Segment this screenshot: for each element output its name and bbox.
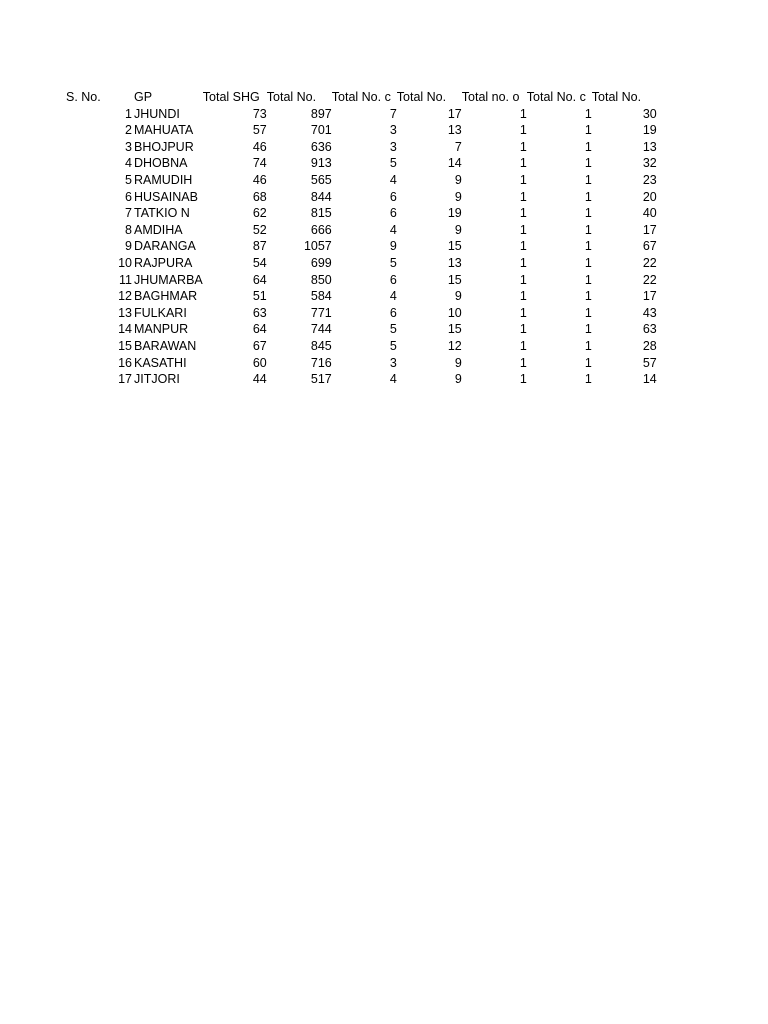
cell-gp: BARAWAN — [134, 338, 197, 353]
cell-s-no: 5 — [125, 172, 132, 187]
cell-total-no-c-1: 5 — [389, 322, 397, 337]
header-total-no-3: Total No. — [591, 90, 642, 104]
table-row — [66, 305, 657, 322]
cell-total-shg: 54 — [252, 255, 267, 270]
cell-total-no-c-2: 1 — [584, 305, 592, 320]
cell-total-no-c-1: 6 — [389, 206, 397, 221]
cell-gp: BHOJPUR — [134, 139, 194, 154]
cell-total-no-c-1: 4 — [389, 172, 397, 187]
cell-total-no-c-1: 7 — [389, 106, 397, 121]
cell-total-no-c-2: 1 — [584, 139, 592, 154]
table-row — [66, 106, 657, 123]
cell-total-shg: 64 — [252, 322, 267, 337]
cell-gp: HUSAINAB — [134, 189, 198, 204]
cell-total-no-2: 9 — [454, 289, 462, 304]
cell-total-shg: 87 — [252, 239, 267, 254]
cell-s-no: 14 — [118, 322, 132, 337]
cell-total-no-3: 28 — [642, 338, 657, 353]
cell-total-no-1: 716 — [310, 355, 332, 370]
cell-total-no-c-1: 4 — [389, 372, 397, 387]
cell-total-no-1: 636 — [310, 139, 332, 154]
header-total-no-1: Total No. — [266, 90, 317, 104]
cell-total-no-c-2: 1 — [584, 338, 592, 353]
cell-total-shg: 57 — [252, 123, 267, 138]
cell-total-no-2: 9 — [454, 372, 462, 387]
cell-total-no-1: 584 — [310, 289, 332, 304]
cell-s-no: 10 — [118, 255, 132, 270]
table-row — [66, 205, 657, 222]
cell-total-no-o: 1 — [519, 355, 527, 370]
cell-gp: FULKARI — [134, 305, 187, 320]
cell-total-no-o: 1 — [519, 123, 527, 138]
cell-s-no: 2 — [125, 123, 132, 138]
cell-s-no: 3 — [125, 139, 132, 154]
cell-total-no-c-2: 1 — [584, 189, 592, 204]
cell-gp: JHUNDI — [134, 106, 180, 121]
cell-total-shg: 44 — [252, 372, 267, 387]
cell-total-no-c-1: 3 — [389, 139, 397, 154]
cell-total-no-c-2: 1 — [584, 206, 592, 221]
cell-total-no-c-1: 5 — [389, 338, 397, 353]
cell-total-no-3: 20 — [642, 189, 657, 204]
table-row — [66, 238, 657, 255]
header-row — [66, 89, 657, 106]
cell-total-no-2: 17 — [447, 106, 462, 121]
cell-total-no-1: 845 — [310, 338, 332, 353]
cell-total-no-2: 15 — [447, 322, 462, 337]
cell-total-no-o: 1 — [519, 206, 527, 221]
cell-total-no-c-2: 1 — [584, 322, 592, 337]
cell-gp: RAJPURA — [134, 255, 193, 270]
cell-s-no: 8 — [125, 222, 132, 237]
cell-gp: MANPUR — [134, 322, 189, 337]
cell-total-no-c-2: 1 — [584, 289, 592, 304]
cell-gp: RAMUDIH — [134, 172, 193, 187]
cell-total-no-2: 12 — [447, 338, 462, 353]
header-total-no-c-1: Total No. c — [331, 90, 391, 104]
cell-total-no-3: 17 — [642, 289, 657, 304]
cell-total-no-c-2: 1 — [584, 123, 592, 138]
cell-total-shg: 63 — [252, 305, 267, 320]
cell-total-no-3: 22 — [642, 272, 657, 287]
cell-total-no-c-1: 5 — [389, 255, 397, 270]
cell-total-no-o: 1 — [519, 255, 527, 270]
cell-total-no-o: 1 — [519, 338, 527, 353]
cell-total-no-1: 701 — [310, 123, 332, 138]
cell-total-no-2: 19 — [447, 206, 462, 221]
cell-s-no: 13 — [118, 305, 132, 320]
cell-total-no-o: 1 — [519, 305, 527, 320]
cell-total-no-2: 10 — [447, 305, 462, 320]
cell-total-no-2: 7 — [454, 139, 462, 154]
cell-s-no: 7 — [125, 206, 132, 221]
cell-total-no-2: 15 — [447, 239, 462, 254]
cell-total-no-c-2: 1 — [584, 272, 592, 287]
cell-s-no: 17 — [118, 372, 132, 387]
cell-total-no-1: 699 — [310, 255, 332, 270]
cell-total-no-o: 1 — [519, 272, 527, 287]
cell-total-no-3: 67 — [642, 239, 657, 254]
cell-total-no-3: 13 — [642, 139, 657, 154]
cell-total-no-o: 1 — [519, 372, 527, 387]
cell-total-no-3: 19 — [642, 123, 657, 138]
cell-total-shg: 73 — [252, 106, 267, 121]
spreadsheet-page — [66, 89, 657, 388]
cell-total-no-c-2: 1 — [584, 355, 592, 370]
cell-s-no: 11 — [119, 272, 132, 287]
cell-total-no-3: 23 — [642, 172, 657, 187]
cell-s-no: 15 — [118, 338, 132, 353]
header-total-shg: Total SHG — [202, 90, 260, 104]
cell-total-no-1: 815 — [310, 206, 332, 221]
cell-gp: DARANGA — [134, 239, 196, 254]
cell-s-no: 4 — [125, 156, 132, 171]
cell-total-no-o: 1 — [519, 139, 527, 154]
table-row — [66, 355, 657, 372]
table-row — [66, 371, 657, 388]
cell-gp: KASATHI — [134, 355, 187, 370]
cell-total-no-3: 32 — [642, 156, 657, 171]
cell-total-no-2: 9 — [454, 172, 462, 187]
cell-total-no-c-1: 5 — [389, 156, 397, 171]
cell-total-no-c-2: 1 — [584, 222, 592, 237]
header-total-no-c-2: Total No. c — [526, 90, 586, 104]
cell-total-no-o: 1 — [519, 156, 527, 171]
cell-gp: JITJORI — [134, 372, 180, 387]
table-row — [66, 189, 657, 206]
cell-total-no-c-2: 1 — [584, 172, 592, 187]
cell-total-shg: 52 — [252, 222, 267, 237]
cell-total-no-o: 1 — [519, 322, 527, 337]
cell-total-shg: 51 — [252, 289, 267, 304]
cell-total-no-c-1: 6 — [389, 189, 397, 204]
cell-total-no-c-1: 3 — [389, 123, 397, 138]
cell-total-no-c-2: 1 — [584, 255, 592, 270]
cell-total-no-3: 63 — [642, 322, 657, 337]
cell-gp: JHUMARBA — [134, 272, 203, 287]
cell-total-no-2: 9 — [454, 222, 462, 237]
cell-gp: AMDIHA — [134, 222, 183, 237]
table-row — [66, 272, 657, 289]
cell-gp: DHOBNA — [134, 156, 188, 171]
table-row — [66, 288, 657, 305]
cell-total-shg: 74 — [252, 156, 267, 171]
cell-total-no-1: 1057 — [303, 239, 332, 254]
cell-total-shg: 60 — [252, 355, 267, 370]
cell-total-no-3: 43 — [642, 305, 657, 320]
cell-total-no-c-2: 1 — [584, 372, 592, 387]
cell-gp: BAGHMAR — [134, 289, 198, 304]
cell-total-no-1: 666 — [310, 222, 332, 237]
cell-total-no-1: 771 — [310, 305, 332, 320]
cell-total-no-2: 13 — [447, 255, 462, 270]
cell-total-no-c-1: 4 — [389, 289, 397, 304]
header-s-no: S. No. — [66, 90, 101, 104]
table-row — [66, 338, 657, 355]
cell-total-no-c-2: 1 — [584, 156, 592, 171]
cell-total-no-o: 1 — [519, 189, 527, 204]
header-gp: GP — [134, 90, 153, 104]
cell-total-no-c-1: 3 — [389, 355, 397, 370]
cell-total-no-3: 40 — [642, 206, 657, 221]
header-total-no-o: Total no. o — [461, 90, 520, 104]
cell-total-no-1: 844 — [310, 189, 332, 204]
table-row — [66, 122, 657, 139]
cell-total-shg: 46 — [252, 139, 267, 154]
table-row — [66, 172, 657, 189]
cell-total-shg: 68 — [252, 189, 267, 204]
cell-total-no-1: 565 — [310, 172, 332, 187]
cell-total-no-o: 1 — [519, 239, 527, 254]
cell-total-no-3: 17 — [642, 222, 657, 237]
cell-total-no-c-1: 6 — [389, 305, 397, 320]
cell-total-shg: 46 — [252, 172, 267, 187]
cell-gp: MAHUATA — [134, 123, 194, 138]
cell-total-no-o: 1 — [519, 289, 527, 304]
table-row — [66, 222, 657, 239]
cell-total-no-c-1: 9 — [389, 239, 397, 254]
cell-s-no: 6 — [125, 189, 132, 204]
cell-total-shg: 67 — [252, 338, 267, 353]
cell-s-no: 1 — [125, 106, 132, 121]
cell-total-no-1: 517 — [310, 372, 332, 387]
cell-total-no-1: 913 — [310, 156, 332, 171]
cell-total-no-c-1: 6 — [389, 272, 397, 287]
table-row — [66, 321, 657, 338]
cell-total-no-3: 22 — [642, 255, 657, 270]
table-row — [66, 139, 657, 156]
cell-s-no: 12 — [118, 289, 132, 304]
cell-s-no: 9 — [125, 239, 132, 254]
cell-gp: TATKIO N — [134, 206, 190, 221]
cell-total-no-o: 1 — [519, 222, 527, 237]
cell-total-no-3: 57 — [642, 355, 657, 370]
cell-total-no-1: 897 — [310, 106, 332, 121]
cell-total-no-o: 1 — [519, 106, 527, 121]
cell-total-no-1: 850 — [310, 272, 332, 287]
table-row — [66, 255, 657, 272]
cell-total-no-2: 14 — [447, 156, 462, 171]
cell-total-no-2: 9 — [454, 355, 462, 370]
cell-total-no-3: 30 — [642, 106, 657, 121]
header-total-no-2: Total No. — [396, 90, 447, 104]
cell-total-no-o: 1 — [519, 172, 527, 187]
shg-data-table — [66, 89, 657, 388]
cell-total-no-c-2: 1 — [584, 106, 592, 121]
cell-total-no-c-2: 1 — [584, 239, 592, 254]
cell-total-no-2: 15 — [447, 272, 462, 287]
table-row — [66, 155, 657, 172]
cell-total-no-2: 9 — [454, 189, 462, 204]
cell-total-no-2: 13 — [447, 123, 462, 138]
cell-total-shg: 62 — [252, 206, 267, 221]
cell-s-no: 16 — [118, 355, 132, 370]
cell-total-no-c-1: 4 — [389, 222, 397, 237]
cell-total-no-1: 744 — [310, 322, 332, 337]
cell-total-no-3: 14 — [642, 372, 657, 387]
cell-total-shg: 64 — [252, 272, 267, 287]
